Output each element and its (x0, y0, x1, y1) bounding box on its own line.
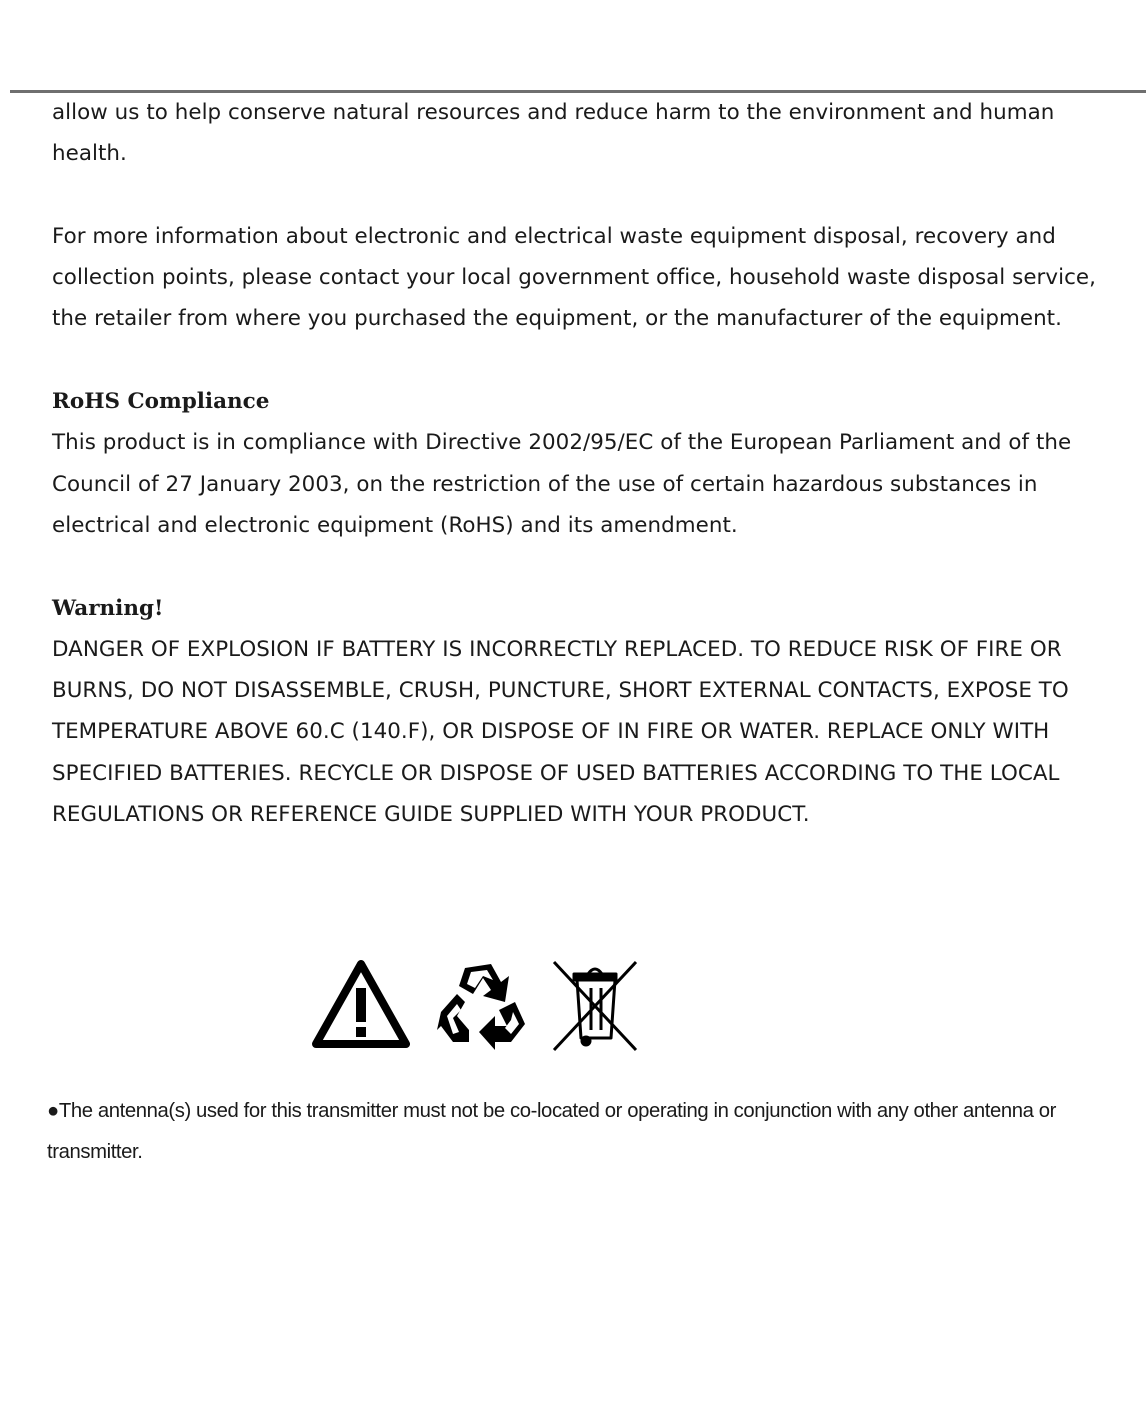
rohs-paragraph: This product is in compliance with Directive 2002/95/EC of the European Parliament and of the Council of 27 January 2003, on the restriction of the use of certain hazardous substances in electrical and electronic equipment (RoHS) and its amendment. (52, 430, 1072, 538)
warning-paragraph: DANGER OF EXPLOSION IF BATTERY IS INCORRECTLY REPLACED. TO REDUCE RISK OF FIRE OR BURNS, DO NOT DISASSEMBLE, CRUSH, PUNCTURE, SHORT EXTERNAL CONTACTS, EXPOSE TO TEMPERATURE ABOVE 60.C (140.F), OR DISPOSE OF IN FIRE OR WATER. REPLACE ONLY WITH SPECIFIED BATTERIES. RECYCLE OR DISPOSE OF USED BATTERIES ACCORDING TO THE LOCAL REGULATIONS OR REFERENCE GUIDE SUPPLIED WITH YOUR PRODUCT. (52, 636, 1069, 828)
spacer (52, 340, 1122, 381)
warning-triangle-icon (312, 958, 410, 1050)
document-body (52, 92, 1122, 835)
intro-paragraph: allow us to help conserve natural resources and reduce harm to the environment and human health. (52, 100, 1055, 167)
rohs-heading: RoHS Compliance (52, 389, 270, 415)
crossed-out-wheelie-bin-icon (550, 958, 642, 1053)
bullet: ● (47, 1100, 59, 1122)
spacer (52, 175, 1122, 216)
recycle-icon (435, 958, 530, 1053)
compliance-icons (310, 958, 650, 1053)
warning-heading: Warning! (52, 595, 164, 621)
antenna-note-text: The antenna(s) used for this transmitter must not be co-located or operating in conjunction with any other antenna or transmitter. (47, 1100, 1056, 1163)
spacer (52, 546, 1122, 587)
info-paragraph: For more information about electronic and electrical waste equipment disposal, recovery and collection points, please contact your local government office, household waste disposal service, the retailer from where you purchased the equipment, or the manufacturer of the equipment. (52, 223, 1096, 332)
antenna-note (47, 1091, 1127, 1172)
